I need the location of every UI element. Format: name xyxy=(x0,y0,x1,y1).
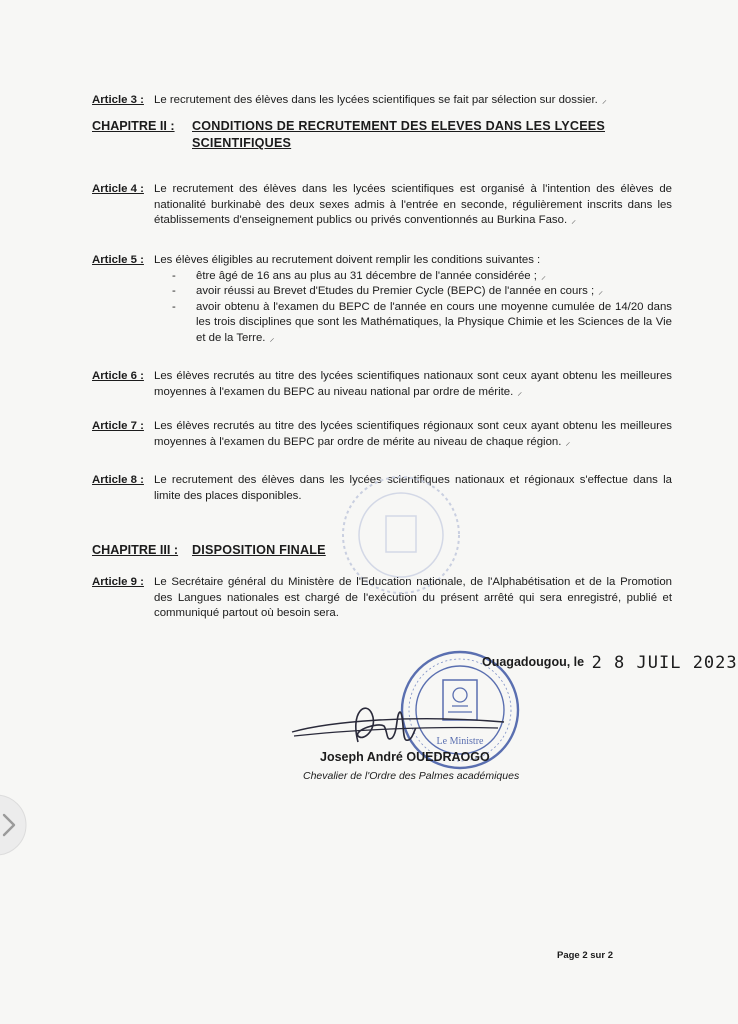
article-6-label: Article 6 : xyxy=(92,370,144,382)
article-5 xyxy=(92,253,672,346)
chapter-2-heading xyxy=(92,118,605,152)
article-8-label: Article 8 : xyxy=(92,474,144,486)
article-9 xyxy=(92,575,672,622)
list-item: - être âgé de 16 ans au plus au 31 décembre de l'année considérée ; ⸝ xyxy=(154,269,672,285)
article-5-label: Article 5 : xyxy=(92,254,144,266)
signature-place-date xyxy=(482,653,738,673)
article-6-text: Les élèves recrutés au titre des lycées scientifiques nationaux sont ceux ayant obtenu les meilleures moyennes à l'examen du BEPC au niveau national par ordre de mérite. xyxy=(154,370,672,398)
article-5-intro: Les élèves éligibles au recrutement doivent remplir les conditions suivantes : xyxy=(154,254,541,266)
article-4 xyxy=(92,182,672,229)
article-7-text: Les élèves recrutés au titre des lycées scientifiques régionaux sont ceux ayant obtenu les meilleures moyennes à l'examen du BEPC par ordre de mérite au niveau de chaque région. xyxy=(154,420,672,448)
article-7-label: Article 7 : xyxy=(92,420,144,432)
article-9-label: Article 9 : xyxy=(92,576,144,588)
handwritten-date: 2 8 JUIL 2023 xyxy=(591,653,738,673)
article-3-text: Le recrutement des élèves dans les lycées scientifiques se fait par sélection sur dossier. xyxy=(154,94,598,106)
article-7 xyxy=(92,419,672,450)
chapter-2-title-line-2: SCIENTIFIQUES xyxy=(192,136,292,150)
checkmark-icon: ⸝ xyxy=(269,332,275,344)
chapter-2-label: CHAPITRE II : xyxy=(92,119,175,133)
checkmark-icon: ⸝ xyxy=(540,270,546,282)
chapter-3-title: DISPOSITION FINALE xyxy=(192,543,326,557)
chapter-3-label: CHAPITRE III : xyxy=(92,543,179,557)
signer-title: Chevalier de l'Ordre des Palmes académiques xyxy=(303,770,520,782)
checkmark-icon: ⸝ xyxy=(598,286,604,297)
checkmark-icon: ⸝ xyxy=(571,215,577,226)
place-text: Ouagadougou, le xyxy=(482,655,585,669)
page-number: Page 2 sur 2 xyxy=(557,950,613,961)
checkmark-icon: ⸝ xyxy=(565,436,571,448)
checkmark-icon: ⸝ xyxy=(601,95,607,106)
checkmark-icon: ⸝ xyxy=(517,386,523,398)
article-3-label: Article 3 : xyxy=(92,94,144,106)
article-4-text: Le recrutement des élèves dans les lycées scientifiques est organisé à l'intention des élèves de nationalité burkinabè des deux sexes admis à l'entrée en seconde, régulièrement inscrits dans les établissements d'enseignement publics ou privés conventionnés au Burkina Faso. xyxy=(154,183,672,226)
signer-name: Joseph André OUEDRAOGO xyxy=(320,750,490,764)
next-page-arrow-icon[interactable] xyxy=(0,790,28,860)
chapter-2-title-line-1: CONDITIONS DE RECRUTEMENT DES ELEVES DANS LES LYCEES xyxy=(192,119,605,133)
list-item: - avoir obtenu à l'examen du BEPC de l'année en cours une moyenne cumulée de 14/20 dans les trois disciplines que sont les Mathématiques, la Physique Chimie et les Sciences de la Vie et de la Terre. ⸝ xyxy=(154,300,672,347)
article-3 xyxy=(92,93,672,109)
article-9-text: Le Secrétaire général du Ministère de l'Education nationale, de l'Alphabétisation et de la Promotion des Langues nationales est chargé de l'exécution du présent arrêté qui sera enregistré, publié et communiqué partout où besoin sera. xyxy=(154,576,672,619)
article-8-text: Le recrutement des élèves dans les lycées scientifiques nationaux et régionaux s'effectue dans la limite des places disponibles. xyxy=(154,474,672,502)
list-item: - avoir réussi au Brevet d'Etudes du Premier Cycle (BEPC) de l'année en cours ; ⸝ xyxy=(154,284,672,300)
chapter-3-heading xyxy=(92,542,326,559)
article-6 xyxy=(92,369,672,400)
stamp-text: Le Ministre xyxy=(436,736,484,747)
article-5-conditions xyxy=(154,269,672,347)
article-4-label: Article 4 : xyxy=(92,183,144,195)
